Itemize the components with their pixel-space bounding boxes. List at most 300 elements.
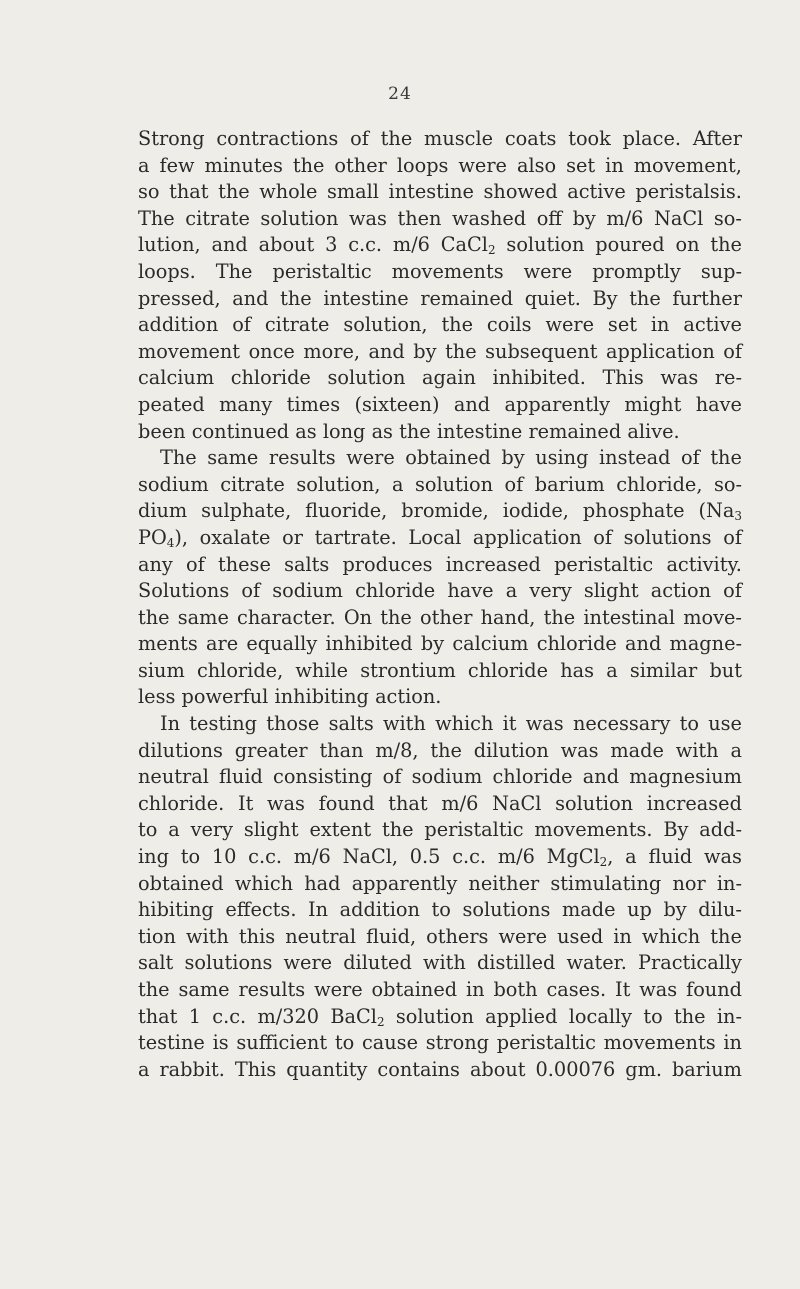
word: same <box>178 978 230 1001</box>
word: m/6 <box>293 845 331 869</box>
word: testing <box>189 712 258 736</box>
word: movement <box>138 339 241 363</box>
word: of <box>186 552 205 576</box>
text-line <box>138 126 742 153</box>
word: active <box>567 180 626 204</box>
word: a <box>606 658 618 682</box>
word: these <box>217 552 271 576</box>
word: whole <box>259 180 318 204</box>
word: by <box>663 898 687 922</box>
word: salt <box>138 951 174 975</box>
word: were <box>346 446 395 470</box>
word: few <box>159 153 195 177</box>
word: (sixteen) <box>354 392 440 416</box>
word: up <box>627 898 652 922</box>
word: inhibiting <box>274 685 369 709</box>
word: NaCl <box>492 791 542 815</box>
word: application <box>472 525 582 549</box>
word: quantity <box>286 1057 368 1081</box>
word: that <box>169 180 209 204</box>
word: addition <box>339 898 420 922</box>
word: that <box>388 791 428 815</box>
word: inhibited <box>325 632 413 656</box>
word: m/6 <box>392 233 430 257</box>
text-line <box>138 844 742 871</box>
text-line <box>138 950 742 977</box>
word: remained <box>420 286 514 310</box>
text-line <box>138 897 742 924</box>
word: rabbit. <box>159 1057 225 1081</box>
word: a <box>138 1057 150 1081</box>
word: sup- <box>700 259 742 283</box>
word: to <box>679 712 699 736</box>
word: movements <box>603 1031 716 1055</box>
word: the <box>710 446 742 470</box>
word: application <box>605 339 715 363</box>
word: water. <box>566 951 627 975</box>
word: The <box>138 206 175 230</box>
word: with <box>186 924 229 948</box>
text-line <box>138 871 742 898</box>
word: continued <box>191 419 290 443</box>
text-line <box>138 232 742 259</box>
word: in <box>605 153 624 177</box>
word: movements. <box>534 818 653 842</box>
word: m/6 <box>441 791 479 815</box>
word: the <box>381 818 414 842</box>
word: solution, <box>296 472 381 496</box>
word: peristaltic <box>424 818 524 842</box>
text-line <box>138 711 742 738</box>
word: c.c. <box>248 845 282 869</box>
word: long <box>322 419 366 443</box>
word: which <box>435 712 494 736</box>
word: the <box>430 738 462 762</box>
word: a <box>168 818 180 842</box>
word: slight <box>583 579 639 603</box>
word: barium <box>671 1057 742 1081</box>
word: increased <box>646 791 742 815</box>
word: The <box>215 259 253 283</box>
word: then <box>397 206 442 230</box>
word: neutral <box>138 765 209 789</box>
word: obtained <box>138 871 224 895</box>
word: Local <box>408 525 462 549</box>
word: further <box>672 286 742 310</box>
word: solution, <box>343 313 428 337</box>
text-line <box>138 392 742 419</box>
word: the <box>441 313 474 337</box>
word: powerful <box>181 685 269 709</box>
word: in <box>650 313 670 337</box>
word: in- <box>716 871 742 895</box>
word: loops <box>396 153 449 177</box>
text-line <box>138 552 742 579</box>
word: the <box>280 286 312 310</box>
word: dilu- <box>698 898 742 922</box>
text-line <box>138 1030 742 1057</box>
word: of <box>350 127 369 150</box>
word: solution <box>395 1004 474 1028</box>
word: citrate <box>185 206 250 230</box>
word: iodide, <box>502 499 569 523</box>
word: was <box>525 712 564 736</box>
word: than <box>319 738 364 762</box>
word: of <box>723 339 742 363</box>
word: stimulating <box>550 871 662 895</box>
word: those <box>266 712 320 736</box>
word: movement, <box>633 153 742 177</box>
word: so- <box>713 206 742 230</box>
word: is <box>212 1031 229 1055</box>
word: sodium <box>272 579 343 603</box>
word: the <box>710 924 742 948</box>
word: which <box>234 871 294 895</box>
word: many <box>219 392 273 416</box>
text-line <box>138 498 742 525</box>
word: solution <box>555 791 634 815</box>
word: The <box>160 446 197 470</box>
word: phosphate <box>582 499 685 523</box>
word: were <box>498 924 548 948</box>
word: cases. <box>546 978 607 1001</box>
word: sulphate, <box>201 499 292 523</box>
word: any <box>138 552 173 576</box>
word: In <box>160 712 181 736</box>
word: It <box>615 978 631 1001</box>
word: activity. <box>666 552 742 576</box>
word: sodium <box>138 472 209 496</box>
word: solution <box>327 366 406 390</box>
word: chloride <box>467 658 549 682</box>
word: barium <box>534 472 605 496</box>
word: by <box>501 446 525 470</box>
word: chloride, <box>196 658 284 682</box>
word: as <box>371 419 393 443</box>
word: in <box>465 978 485 1001</box>
word: locally <box>568 1004 633 1028</box>
word: pressed, <box>138 286 221 310</box>
word: By <box>592 286 618 310</box>
word: so <box>138 180 160 204</box>
word: a <box>730 738 742 762</box>
word: to <box>334 1031 355 1055</box>
text-line <box>138 684 742 711</box>
word: neither <box>468 871 540 895</box>
word: more, <box>303 339 360 363</box>
word: fluid, <box>366 924 417 948</box>
word: salts <box>328 712 374 736</box>
word: dilutions <box>138 738 223 762</box>
word: were <box>283 951 333 975</box>
word: solutions <box>623 525 712 549</box>
word: chloride <box>536 632 617 656</box>
word: peristalsis. <box>635 180 742 204</box>
word: m/6 <box>497 845 535 869</box>
word: also <box>516 153 557 177</box>
word: sufficient <box>236 1031 328 1055</box>
word: action. <box>375 685 442 709</box>
text-line <box>138 419 742 446</box>
word: solutions <box>184 951 273 975</box>
word: very <box>190 818 233 842</box>
word: distilled <box>476 951 556 975</box>
word: This <box>602 366 644 390</box>
word: the <box>380 605 412 629</box>
word: and <box>453 392 491 416</box>
text-line <box>138 791 742 818</box>
word: tion <box>138 924 176 948</box>
word: small <box>326 180 379 204</box>
word: same <box>177 605 229 629</box>
text-line <box>138 286 742 313</box>
word: the <box>292 153 325 177</box>
word: was <box>267 791 305 815</box>
word: by <box>572 206 596 230</box>
word: 1 <box>188 1004 201 1028</box>
text-line <box>138 206 742 233</box>
text-line <box>138 445 742 472</box>
word: citrate <box>264 313 330 337</box>
word: and <box>582 765 620 789</box>
word: By <box>663 818 689 842</box>
text-line <box>138 817 742 844</box>
word: might <box>624 392 682 416</box>
word: fluid <box>648 845 693 869</box>
word: of <box>681 446 700 470</box>
word: subsequent <box>485 339 598 363</box>
word: showed <box>483 180 558 204</box>
word: neutral <box>285 924 357 948</box>
text-line <box>138 259 742 286</box>
word: place. <box>622 127 682 150</box>
word: citrate <box>220 472 285 496</box>
word: intestine <box>436 419 523 443</box>
word: use <box>708 712 742 736</box>
word: again <box>422 366 476 390</box>
text-line <box>138 1004 742 1031</box>
word: c.c. <box>348 233 383 257</box>
word: peristaltic <box>554 552 654 576</box>
text-line <box>138 525 742 552</box>
word: less <box>138 685 176 709</box>
word: set <box>566 153 596 177</box>
text-line <box>138 153 742 180</box>
word: After <box>692 127 742 150</box>
word: loops. <box>138 259 196 283</box>
word: the <box>138 978 170 1001</box>
word: m/320 <box>257 1004 320 1028</box>
word: chloride <box>355 579 436 603</box>
word: apparently <box>504 392 611 416</box>
word: move- <box>683 605 742 629</box>
word: in- <box>716 1004 742 1028</box>
word: to <box>138 818 158 842</box>
word: ing <box>138 845 169 869</box>
text-line <box>138 764 742 791</box>
word: that <box>138 1004 178 1028</box>
word: promptly <box>592 259 681 283</box>
word: and <box>211 233 248 257</box>
word: of <box>382 765 402 789</box>
word: or <box>282 525 303 549</box>
word: testine <box>138 1031 205 1055</box>
word: found <box>318 791 375 815</box>
text-line <box>138 977 742 1004</box>
word: of <box>593 525 613 549</box>
word: set <box>607 313 637 337</box>
word: of <box>232 313 251 337</box>
word: intestine <box>323 286 409 310</box>
word: were <box>314 978 363 1001</box>
word: alive. <box>627 419 680 443</box>
word: This <box>234 1057 277 1081</box>
word: apparently <box>351 871 458 895</box>
word: the <box>543 605 576 629</box>
text-line <box>138 1057 742 1084</box>
word: and <box>232 286 269 310</box>
word: slight <box>243 818 299 842</box>
word: the <box>445 339 477 363</box>
text-line <box>138 658 742 685</box>
word: addition <box>138 313 219 337</box>
word: off <box>536 206 562 230</box>
word: the <box>710 233 742 257</box>
word: muscle <box>424 127 494 150</box>
word: with <box>422 951 466 975</box>
word: in <box>613 924 632 948</box>
word: active <box>683 313 742 337</box>
word: bromide, <box>401 499 489 523</box>
word: this <box>238 924 276 948</box>
word: were <box>523 259 573 283</box>
word: strong <box>425 1031 489 1055</box>
word: so- <box>713 472 742 496</box>
word: chloride <box>492 765 573 789</box>
word: the <box>218 180 250 204</box>
word: to <box>180 845 201 869</box>
word: lution, <box>138 233 201 257</box>
word: of <box>723 579 742 603</box>
word: other <box>420 605 473 629</box>
word: NaCl, <box>342 845 398 869</box>
word: movements <box>391 259 504 283</box>
word: calcium <box>452 632 529 656</box>
word: inhibited. <box>492 366 586 390</box>
word: c.c. <box>212 1004 247 1028</box>
word: coats <box>504 127 557 150</box>
word: produces <box>342 552 433 576</box>
text-line <box>138 631 742 658</box>
word: 3 <box>325 233 338 257</box>
text-line <box>138 365 742 392</box>
word: gm. <box>625 1057 662 1081</box>
word: m/8, <box>375 738 419 762</box>
page-number: 24 <box>388 84 412 104</box>
word: have <box>695 392 742 416</box>
word: of <box>723 525 742 549</box>
word: fluid <box>219 765 263 789</box>
word: have <box>447 579 494 603</box>
word: once <box>248 339 295 363</box>
word: was <box>349 206 387 230</box>
word: 10 <box>211 845 237 869</box>
word: by <box>413 339 437 363</box>
word: was <box>704 845 742 869</box>
word: as <box>295 419 317 443</box>
word: m/6 <box>606 206 644 230</box>
word: made <box>610 738 664 762</box>
word: was <box>660 366 699 390</box>
word: coils <box>486 313 532 337</box>
word: effects. <box>225 898 297 922</box>
text-line <box>138 738 742 765</box>
word: In <box>308 898 329 922</box>
word: dilution <box>473 738 549 762</box>
word: magnesium <box>629 765 742 789</box>
word: necessary <box>572 712 671 736</box>
text-line <box>138 312 742 339</box>
word: had <box>304 871 341 895</box>
text-line <box>138 605 742 632</box>
word: took <box>568 127 611 150</box>
word: character. <box>237 605 336 629</box>
word: intestine <box>388 180 474 204</box>
word: it <box>502 712 517 736</box>
word: peristaltic <box>496 1031 596 1055</box>
word: sium <box>138 658 185 682</box>
word: about <box>469 1057 526 1081</box>
word: a <box>391 472 404 496</box>
word: NaCl <box>653 206 704 230</box>
word: obtained <box>371 978 458 1001</box>
word: Solutions <box>138 579 230 603</box>
word: with <box>675 738 719 762</box>
word: contractions <box>216 127 339 150</box>
word: ments <box>138 632 198 656</box>
word: were <box>545 313 595 337</box>
word: On <box>343 605 373 629</box>
word: tartrate. <box>314 525 397 549</box>
word: of <box>241 579 261 603</box>
word: strontium <box>360 658 456 682</box>
word: has <box>560 658 595 682</box>
word: similar <box>629 658 698 682</box>
body-text <box>138 126 742 1083</box>
word: fluoride, <box>305 499 388 523</box>
word: very <box>529 579 572 603</box>
word: MgCl$_2$, <box>546 845 614 870</box>
word: times <box>286 392 341 416</box>
word: salts <box>284 552 330 576</box>
word: 0.5 <box>409 845 441 869</box>
word: to <box>431 898 451 922</box>
word: Practically <box>638 951 742 975</box>
word: washed <box>452 206 527 230</box>
word: remained <box>528 419 622 443</box>
word: a <box>625 845 637 869</box>
word: increased <box>445 552 541 576</box>
word: action <box>650 579 711 603</box>
word: peristaltic <box>272 259 372 283</box>
word: solutions <box>462 898 551 922</box>
word: used <box>557 924 604 948</box>
word: re- <box>714 366 742 390</box>
word: $PO_4$), <box>138 525 189 550</box>
word: equally <box>246 632 318 656</box>
word: the <box>399 419 431 443</box>
word: results <box>268 446 336 470</box>
